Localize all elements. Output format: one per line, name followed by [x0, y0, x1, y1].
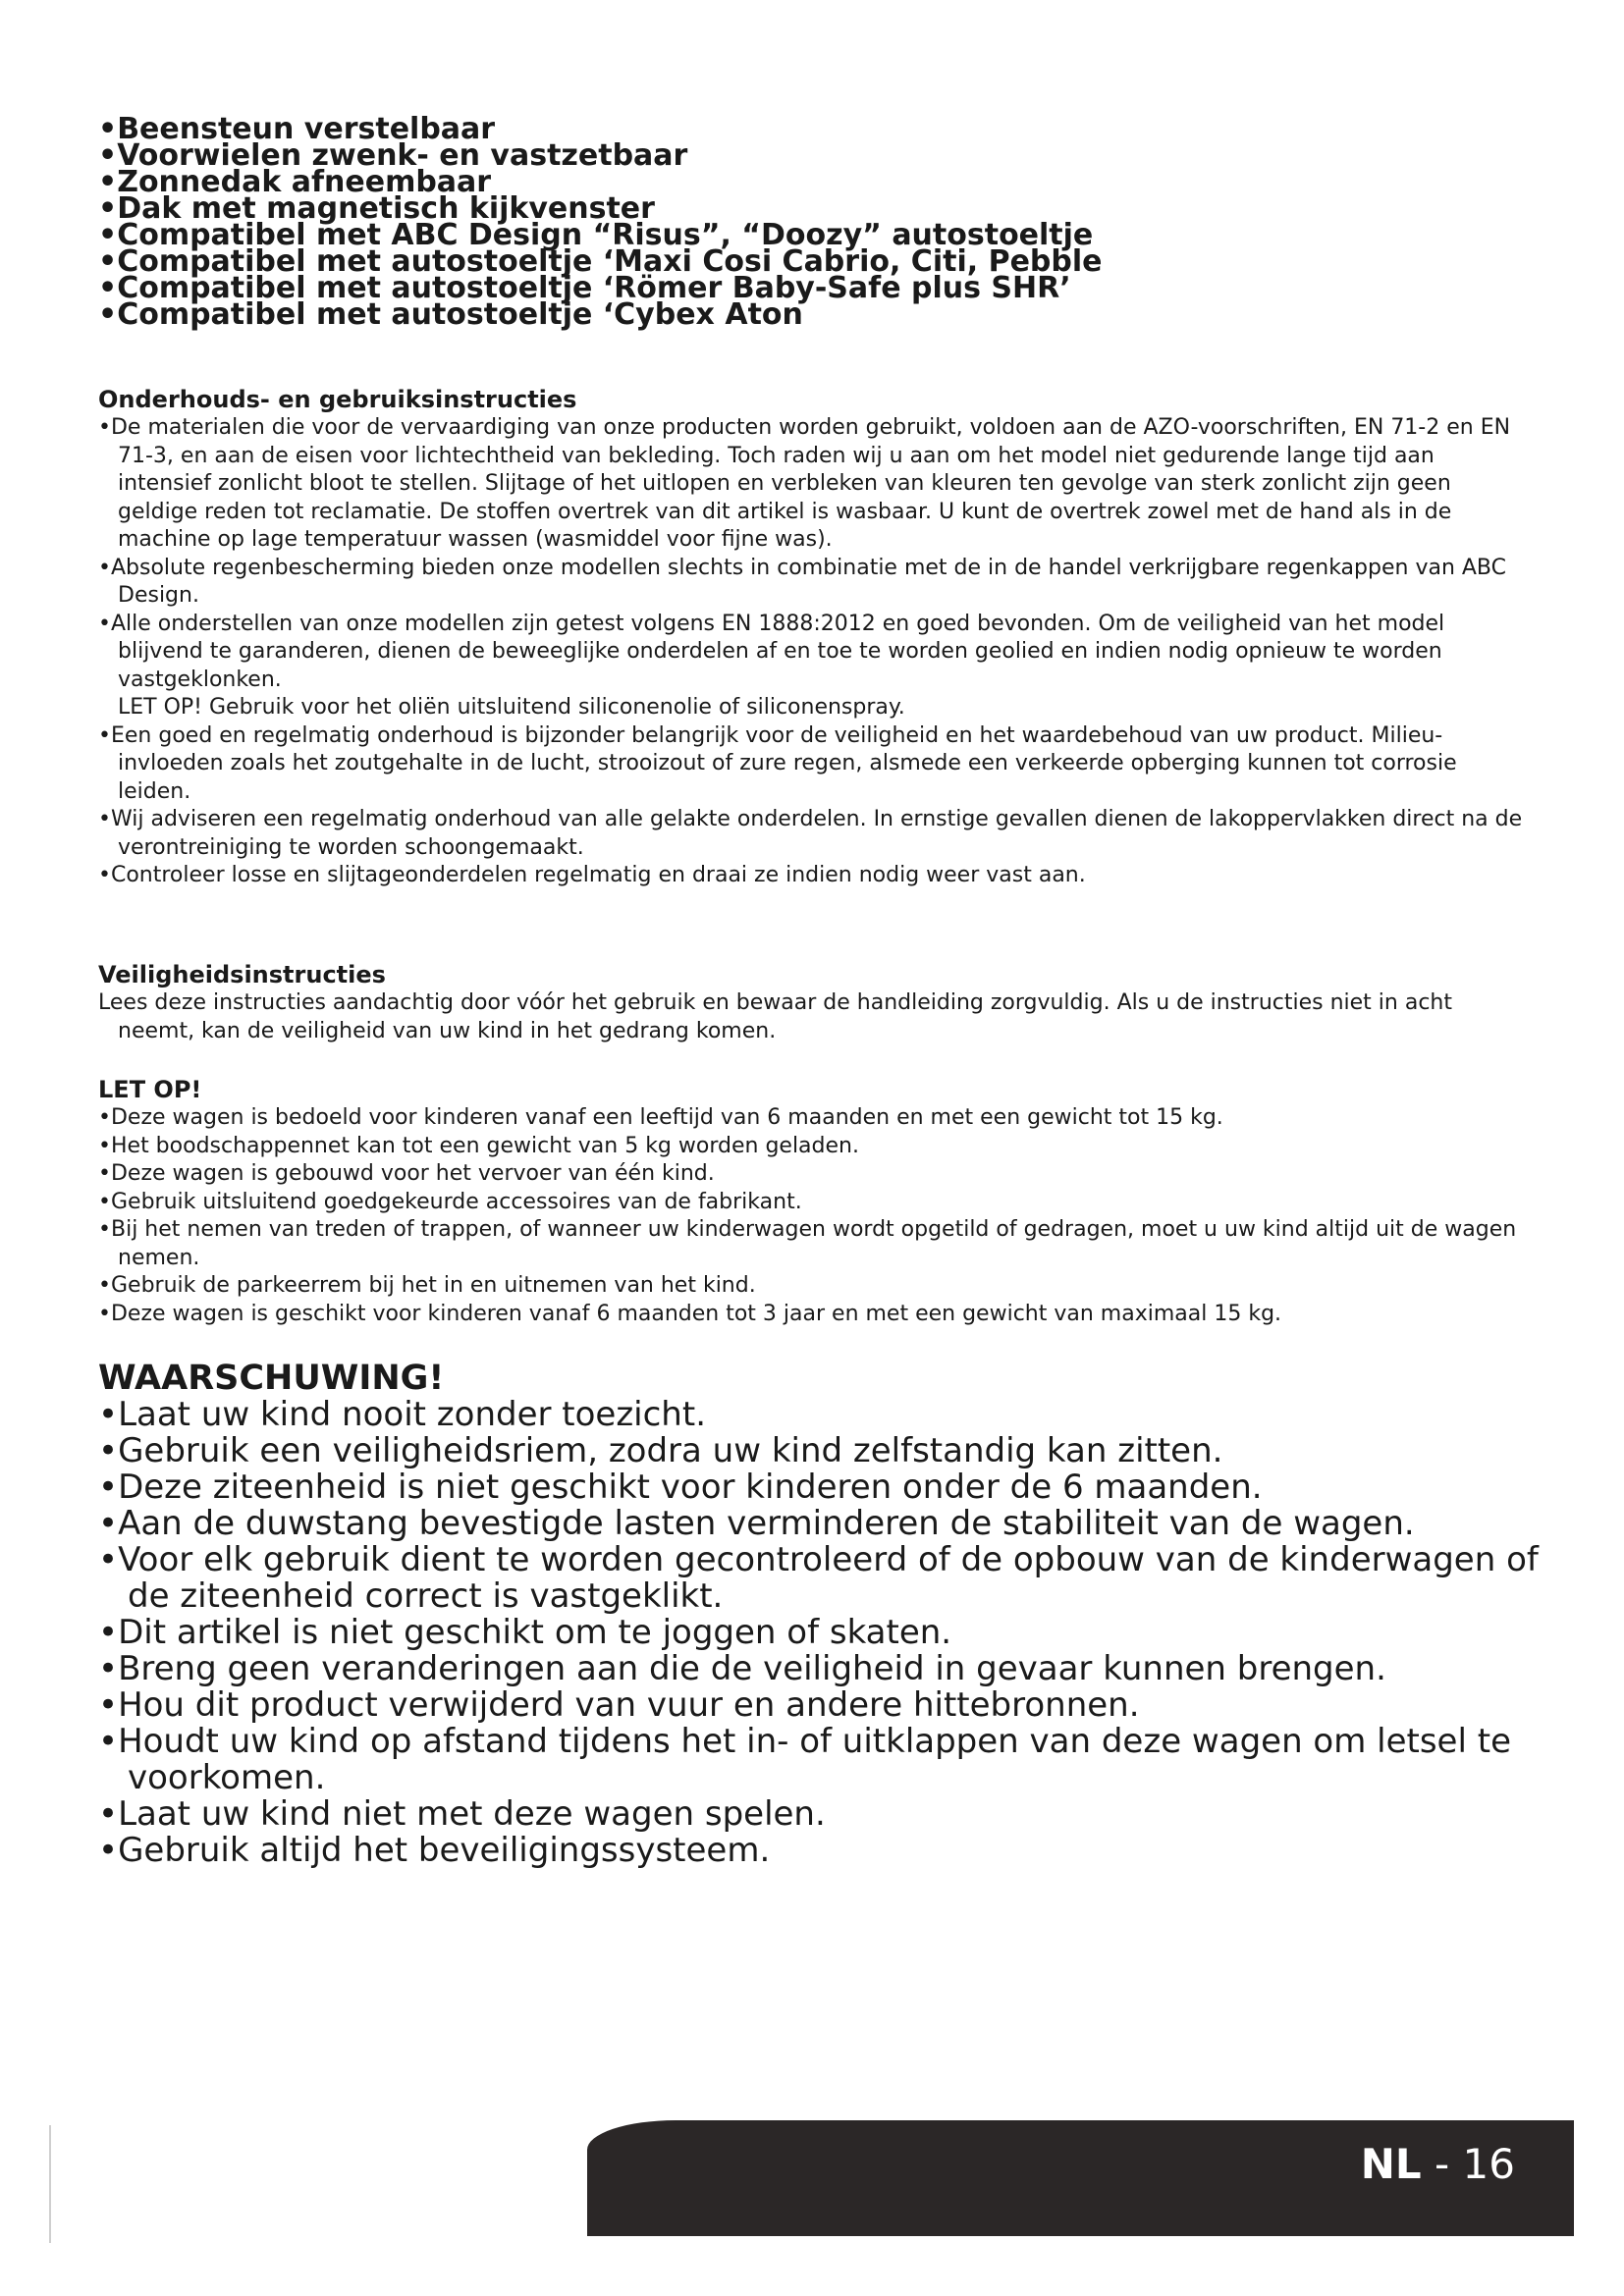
care-note: LET OP! Gebruik voor het oliën uitsluitend siliconenolie of siliconenspray. [118, 695, 905, 720]
feature-list [98, 112, 1522, 332]
bullet-icon: • [98, 1189, 111, 1214]
warning-item: •Dit artikel is niet geschikt om te joggen of skaten. [98, 1613, 952, 1652]
bullet-icon: • [98, 415, 111, 440]
feature-item: •Compatibel met autostoeltje ‘Cybex Aton [98, 297, 803, 332]
warning-item: •Gebruik een veiligheidsriem, zodra uw kind zelfstandig kan zitten. [98, 1431, 1223, 1470]
care-item: •Alle onderstellen van onze modellen zijn getest volgens EN 1888:2012 en goed bevonden. Om de veiligheid van het model blijvend te garanderen, dienen de beweeglijke onderdelen af en toe te worden geolied en indien nodig opnieuw te worden vastgeklonken. [98, 611, 1445, 692]
feature-item: •Dak met magnetisch kijkvenster [98, 191, 655, 226]
bullet-icon: • [98, 1831, 119, 1870]
attention-item: •Het boodschappennet kan tot een gewicht van 5 kg worden geladen. [98, 1133, 859, 1158]
margin-rule [49, 2125, 51, 2243]
feature-item: •Compatibel met autostoeltje ‘Römer Baby-Safe plus SHR’ [98, 271, 1071, 305]
warning-item: •Aan de duwstang bevestigde lasten verminderen de stabiliteit van de wagen. [98, 1504, 1415, 1543]
care-section [98, 385, 1532, 890]
attention-item: •Bij het nemen van treden of trappen, of wanneer uw kinderwagen wordt opgetild of gedragen, moet u uw kind altijd uit de wagen nemen. [98, 1217, 1517, 1270]
bullet-icon: • [98, 271, 118, 305]
attention-list [98, 1104, 1532, 1328]
page-separator: - [1421, 2140, 1463, 2188]
bullet-icon: • [98, 863, 111, 887]
warning-item: •Hou dit product verwijderd van vuur en andere hittebronnen. [98, 1685, 1140, 1725]
language-code: NL [1360, 2140, 1422, 2188]
warning-section [98, 1360, 1542, 1869]
page-number-label [1361, 2140, 1515, 2189]
bullet-icon: • [98, 138, 118, 173]
bullet-icon: • [98, 1217, 111, 1242]
feature-item: •Compatibel met autostoeltje ‘Maxi Cosi Cabrio, Citi, Pebble [98, 244, 1103, 279]
bullet-icon: • [98, 1468, 119, 1507]
warning-item: •Houdt uw kind op afstand tijdens het in- of uitklappen van deze wagen om letsel te voorkomen. [98, 1722, 1511, 1797]
bullet-icon: • [98, 1685, 119, 1725]
warning-item: •Laat uw kind nooit zonder toezicht. [98, 1395, 706, 1434]
care-list-continued [98, 722, 1532, 890]
bullet-icon: • [98, 1431, 119, 1470]
safety-section [98, 960, 1532, 1045]
feature-item: •Beensteun verstelbaar [98, 112, 496, 146]
bullet-icon: • [98, 1722, 119, 1761]
warning-item: •Gebruik altijd het beveiligingssysteem. [98, 1831, 771, 1870]
bullet-icon: • [98, 1395, 119, 1434]
safety-heading: Veiligheidsinstructies [98, 961, 386, 988]
attention-heading: LET OP! [98, 1076, 202, 1103]
bullet-icon: • [98, 112, 118, 146]
care-item: •Een goed en regelmatig onderhoud is bijzonder belangrijk voor de veiligheid en het waardebehoud van uw product. Milieu-invloeden zoals het zoutgehalte in de lucht, strooizout of zure regen, alsmede een verkeerde opberging kunnen tot corrosie leiden. [98, 722, 1457, 804]
bullet-icon: • [98, 807, 111, 831]
attention-item: •Deze wagen is bedoeld voor kinderen vanaf een leeftijd van 6 maanden en met een gewicht tot 15 kg. [98, 1105, 1223, 1130]
bullet-icon: • [98, 297, 118, 332]
bullet-icon: • [98, 165, 118, 199]
care-list [98, 414, 1532, 694]
bullet-icon: • [98, 1649, 119, 1688]
care-item: •Wij adviseren een regelmatig onderhoud van alle gelakte onderdelen. In ernstige gevallen dienen de lakoppervlakken direct na de verontreiniging te worden schoongemaakt. [98, 807, 1523, 860]
bullet-icon: • [98, 244, 118, 279]
feature-item: •Voorwielen zwenk- en vastzetbaar [98, 138, 688, 173]
warning-item: •Laat uw kind niet met deze wagen spelen. [98, 1794, 826, 1834]
feature-item: •Compatibel met ABC Design “Risus”, “Doozy” autostoeltje [98, 218, 1094, 252]
bullet-icon: • [98, 191, 118, 226]
bullet-icon: • [98, 611, 111, 636]
feature-item: •Zonnedak afneembaar [98, 165, 492, 199]
attention-item: •Gebruik uitsluitend goedgekeurde accessoires van de fabrikant. [98, 1189, 802, 1214]
bullet-icon: • [98, 218, 118, 252]
bullet-icon: • [98, 722, 111, 748]
warning-item: •Voor elk gebruik dient te worden gecontroleerd of de opbouw van de kinderwagen of de ziteenheid correct is vastgeklikt. [98, 1540, 1539, 1616]
bullet-icon: • [98, 1105, 111, 1130]
bullet-icon: • [98, 1161, 111, 1186]
bullet-icon: • [98, 1794, 119, 1834]
care-item: •Controleer losse en slijtageonderdelen regelmatig en draai ze indien nodig weer vast aan. [98, 863, 1086, 887]
warning-heading: WAARSCHUWING! [98, 1359, 445, 1398]
care-heading: Onderhouds- en gebruiksinstructies [98, 386, 577, 413]
page-number: 16 [1462, 2140, 1515, 2188]
warning-item: •Deze ziteenheid is niet geschikt voor kinderen onder de 6 maanden. [98, 1468, 1263, 1507]
warning-item: •Breng geen veranderingen aan die de veiligheid in gevaar kunnen brengen. [98, 1649, 1386, 1688]
safety-text: Lees deze instructies aandachtig door vóór het gebruik en bewaar de handleiding zorgvuldig. Als u de instructies niet in acht neemt, kan de veiligheid van uw kind in het gedrang komen. [98, 990, 1452, 1043]
attention-item: •Gebruik de parkeerrem bij het in en uitnemen van het kind. [98, 1273, 756, 1298]
attention-section [98, 1075, 1532, 1328]
bullet-icon: • [98, 1613, 119, 1652]
bullet-icon: • [98, 1133, 111, 1158]
page-footer-tab [587, 2120, 1574, 2236]
care-item: •Absolute regenbescherming bieden onze modellen slechts in combinatie met de in de handel verkrijgbare regenkappen van ABC Design. [98, 555, 1506, 608]
attention-item: •Deze wagen is gebouwd voor het vervoer van één kind. [98, 1161, 715, 1186]
bullet-icon: • [98, 1540, 119, 1579]
bullet-icon: • [98, 1273, 111, 1298]
bullet-icon: • [98, 1301, 111, 1326]
bullet-icon: • [98, 1504, 119, 1543]
warning-list [98, 1397, 1542, 1869]
attention-item: •Deze wagen is geschikt voor kinderen vanaf 6 maanden tot 3 jaar en met een gewicht van maximaal 15 kg. [98, 1301, 1282, 1326]
bullet-icon: • [98, 555, 111, 580]
care-item: •De materialen die voor de vervaardiging van onze producten worden gebruikt, voldoen aan de AZO-voorschriften, EN 71-2 en EN 71-3, en aan de eisen voor lichtechtheid van bekleding. Toch raden wij u aan om het model niet gedurende lange tijd aan intensief zonlicht bloot te stellen. Slijtage of het uitlopen en verbleken van kleuren ten gevolge van sterk zonlicht zijn geen geldige reden tot reclamatie. De stoffen overtrek van dit artikel is wasbaar. U kunt de overtrek zowel met de hand als in de machine op lage temperatuur wassen (wasmiddel voor fijne was). [98, 415, 1511, 552]
